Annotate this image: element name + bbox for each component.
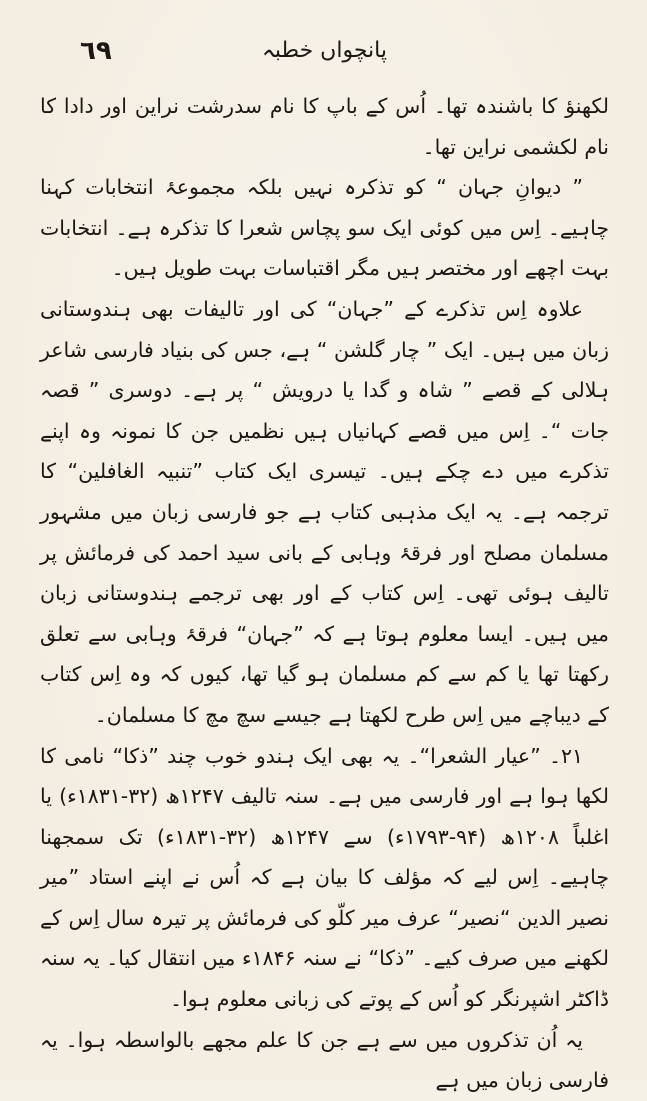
paragraph-other-works: علاوہ اِس تذکرے کے ”جہان“ کی اور تالیفات بھی ہندوستانی زبان میں ہیں۔ ایک ” چار گلشن “ ہے، جس کی بنیاد فارسی شاعر ہلالی کے قصے ” شاہ و گدا یا درویش “ پر ہے۔ دوسری ” قصہ جات “۔ اِس میں قصے کہانیاں ہیں نظمیں جن کا نمونہ وہ اپنے تذکرے میں دے چکے ہیں۔ تیسری ایک کتاب ”تنبیہ الغافلین“ کا ترجمہ ہے۔ یہ ایک مذہبی کتاب ہے جو فارسی زبان میں مشہور مسلمان مصلح اور فرقۂ وہابی کے بانی سید احمد کی فرمائش پر تالیف ہوئی تھی۔ اِس کتاب کے اور بھی ترجمے ہندوستانی زبان میں ہیں۔ ایسا معلوم ہوتا ہے کہ ”جہان“ فرقۂ وہابی سے تعلق رکھتا تھا یا کم سے کم مسلمان ہو گیا تھا، کیوں کہ وہ اِس کتاب کے دیباچے میں اِس طرح لکھتا ہے جیسے سچ مچ کا مسلمان۔	[40, 296, 609, 727]
page-number: ٦٩	[80, 36, 112, 66]
paragraph-closing: یہ اُن تذکروں میں سے ہے جن کا علم مجھے بالواسطہ ہوا۔ یہ فارسی زبان میں ہے	[40, 1027, 609, 1093]
running-title: پانچواں خطبہ	[262, 38, 387, 63]
paragraph-ayyar-ul-shuara: ۲۱۔ ”عیار الشعرا“۔ یہ بھی ایک ہندو خوب چند ”ذکا“ نامی کا لکھا ہوا ہے اور فارسی میں ہے۔ سنہ تالیف ۱۲۴۷ھ (۳۲-۱۸۳۱ء) یا اغلباً ۱۲۰۸ھ (۹۴-۱۷۹۳ء) سے ۱۲۴۷ھ (۳۲-۱۸۳۱ء) تک سمجھنا چاہیے۔ اِس لیے کہ مؤلف کا بیان ہے کہ اُس نے اپنے استاد ”میر نصیر الدین “نصیر“ عرف میر کلّو کی فرمائش پر تیرہ سال اِس کے لکھنے میں صرف کیے۔ ”ذکا“ نے سنہ ۱۸۴۶ء میں انتقال کیا۔ یہ سنہ ڈاکٹر اشپرنگر کو اُس کے پوتے کی زبانی معلوم ہوا۔	[40, 743, 610, 1012]
paragraph-diwan-e-jahan: ” دیوانِ جہان “ کو تذکرہ نہیں بلکہ مجموعۂ انتخابات کہنا چاہیے۔ اِس میں کوئی ایک سو پچاس شعرا کا تذکرہ ہے۔ انتخابات بہت اچھے اور مختصر ہیں مگر اقتباسات بہت طویل ہیں۔	[40, 175, 609, 281]
page-header	[40, 34, 609, 86]
page-body	[40, 86, 609, 1101]
paragraph-continuation: لکھنؤ کا باشندہ تھا۔ اُس کے باپ کا نام سدرشت نراین اور دادا کا نام لکشمی نراین تھا۔	[40, 94, 609, 159]
